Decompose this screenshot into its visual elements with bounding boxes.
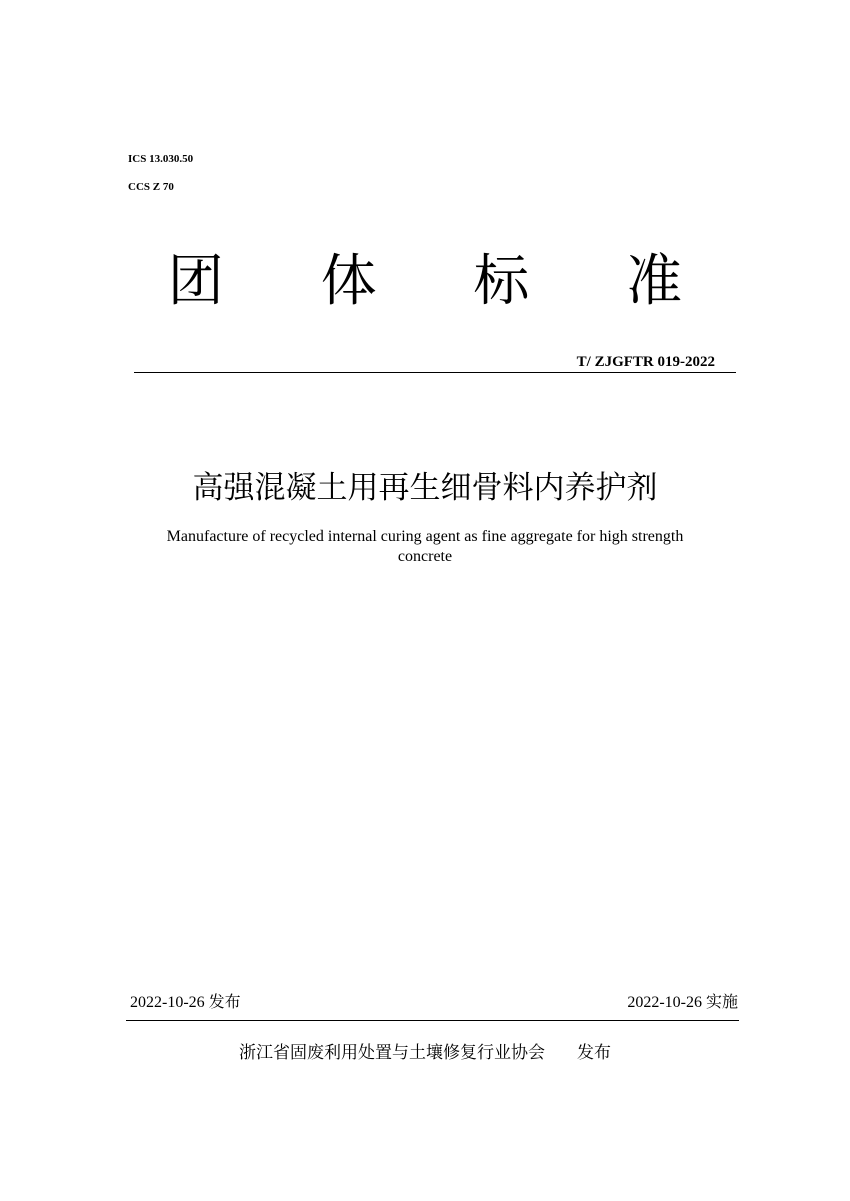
- standard-type-heading: [0, 242, 850, 322]
- standard-type-char: 标: [473, 249, 530, 314]
- title-english: Manufacture of recycled internal curing agent as fine aggregate for high strength concrete: [166, 528, 684, 565]
- publisher-action: 发布: [577, 1043, 611, 1063]
- header-divider: [134, 372, 736, 373]
- issue-date: 2022-10-26 发布: [130, 994, 241, 1011]
- title-chinese: 高强混凝土用再生细骨料内养护剂: [192, 470, 658, 506]
- footer-divider: [126, 1020, 739, 1021]
- implementation-date: 2022-10-26 实施: [627, 994, 738, 1011]
- publisher-name: 浙江省固废利用处置与土壤修复行业协会: [239, 1043, 545, 1063]
- standard-number: T/ ZJGFTR 019-2022: [576, 354, 715, 370]
- ccs-code: CCS Z 70: [128, 181, 174, 193]
- standard-type-char: 体: [320, 249, 377, 314]
- publisher-line: [0, 1041, 850, 1065]
- standard-type-char: 准: [626, 249, 683, 314]
- standard-type-char: 团: [167, 249, 224, 314]
- ics-code: ICS 13.030.50: [128, 153, 194, 165]
